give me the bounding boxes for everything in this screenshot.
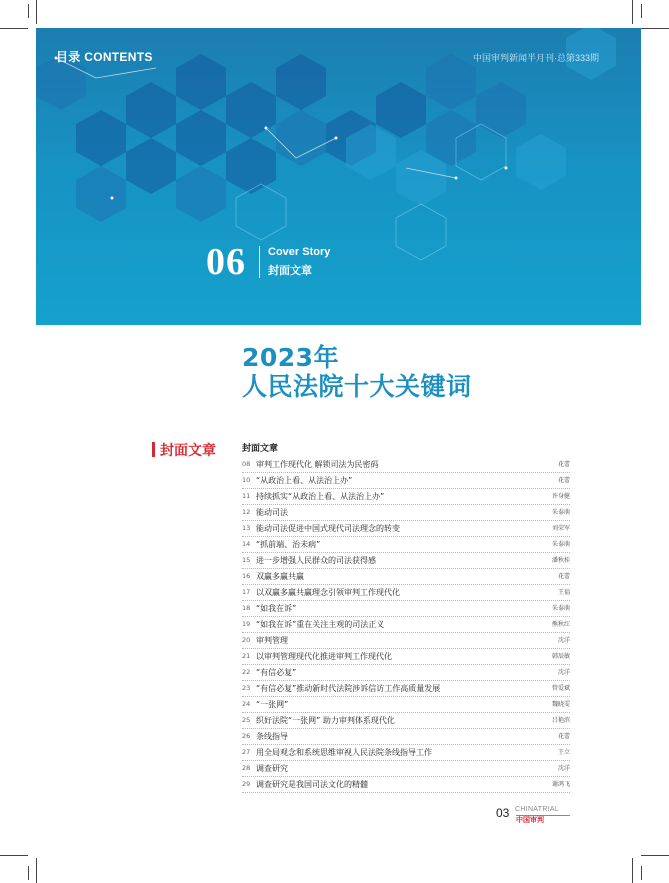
toc-entry[interactable] <box>242 489 570 505</box>
toc-entry-page: 24 <box>242 700 251 708</box>
crop-mark <box>641 4 642 18</box>
hexagon-pattern <box>36 28 641 325</box>
toc-entry-page: 21 <box>242 652 251 660</box>
toc-entry-page: 26 <box>242 732 251 740</box>
toc-heading: 封面文章 <box>242 444 279 454</box>
toc-entry[interactable] <box>242 457 570 473</box>
cover-banner <box>36 28 641 325</box>
toc-entry-author: 刘荣军 <box>551 525 570 532</box>
crop-mark <box>641 855 669 856</box>
toc-entry-title: 调查研究 <box>256 764 288 773</box>
section-title-en: Cover Story <box>268 246 331 258</box>
crop-mark <box>641 866 642 880</box>
toc-entry[interactable] <box>242 761 570 777</box>
toc-entry-page: 17 <box>242 588 251 596</box>
toc-entry-title: “如我在诉” <box>256 604 297 613</box>
toc-entry-author: 潘秋桂 <box>551 557 570 564</box>
toc-entry-title: 审判管理 <box>256 636 288 645</box>
toc-entry[interactable] <box>242 617 570 633</box>
toc-entry-author: 沈洋 <box>557 765 570 772</box>
toc-entry[interactable] <box>242 681 570 697</box>
crop-mark <box>28 4 29 18</box>
brand-logo: 中国审判 <box>516 816 544 824</box>
toc-entry-author: 沈洋 <box>557 637 570 644</box>
toc-entry-page: 10 <box>242 476 251 484</box>
toc-entry-title: 以审判管理现代化推进审判工作现代化 <box>256 652 392 661</box>
toc-entry-author: 王福 <box>557 589 570 596</box>
toc-entry-title: 进一步增强人民群众的司法获得感 <box>256 556 376 565</box>
toc-entry-author: 韩辰敏 <box>551 653 570 660</box>
toc-entry-author: 熊秋红 <box>551 621 570 628</box>
toc-entry-title: 条线指导 <box>256 732 288 741</box>
crop-mark <box>36 858 37 883</box>
toc-entry-title: 持续抓实“从政治上看、从法治上办” <box>256 492 385 501</box>
toc-entry-page: 18 <box>242 604 251 612</box>
toc-entry-author: 朱泰萌 <box>551 541 570 548</box>
toc-entry-title: “从政治上看、从法治上办” <box>256 476 353 485</box>
toc-entry[interactable] <box>242 713 570 729</box>
section-marker <box>152 442 155 457</box>
crop-mark <box>632 858 633 883</box>
toc-entry-page: 20 <box>242 636 251 644</box>
toc-entry[interactable] <box>242 473 570 489</box>
toc-list <box>242 457 570 793</box>
toc-entry-author: 朱泰萌 <box>551 509 570 516</box>
headline-line-2: 人民法院十大关键词 <box>242 372 472 401</box>
toc-entry[interactable] <box>242 585 570 601</box>
toc-entry-page: 29 <box>242 780 251 788</box>
toc-entry-page: 22 <box>242 668 251 676</box>
toc-entry-page: 08 <box>242 460 251 468</box>
toc-entry-author: 管爱斌 <box>551 685 570 692</box>
toc-entry[interactable] <box>242 537 570 553</box>
toc-entry[interactable] <box>242 697 570 713</box>
toc-entry-author: 沈洋 <box>557 669 570 676</box>
headline-line-1: 2023年 <box>242 343 340 372</box>
toc-entry-author: 谢鸿飞 <box>551 781 570 788</box>
toc-entry[interactable] <box>242 521 570 537</box>
toc-entry-page: 23 <box>242 684 251 692</box>
toc-entry[interactable] <box>242 745 570 761</box>
toc-entry-title: “抓前端、治未病” <box>256 540 321 549</box>
section-title-cn: 封面文章 <box>268 264 312 277</box>
toc-entry-title: 以双赢多赢共赢理念引领审判工作现代化 <box>256 588 400 597</box>
toc-entry-author: 花蕾 <box>557 573 570 580</box>
toc-entry[interactable] <box>242 633 570 649</box>
toc-entry-title: 双赢多赢共赢 <box>256 572 304 581</box>
toc-entry-author: 吕艳滨 <box>551 717 570 724</box>
crop-mark <box>632 0 633 24</box>
toc-entry-page: 19 <box>242 620 251 628</box>
page-number: 03 <box>496 806 510 820</box>
toc-entry-title: 织好法院“一张网” 助力审判体系现代化 <box>256 716 395 725</box>
toc-entry-title: “有信必复” <box>256 668 297 677</box>
toc-entry[interactable] <box>242 569 570 585</box>
toc-entry-title: “如我在诉”重在关注主观的司法正义 <box>256 620 385 629</box>
toc-entry-title: 用全局观念和系统思维审视人民法院条线指导工作 <box>256 748 432 757</box>
toc-entry-page: 13 <box>242 524 251 532</box>
toc-entry-page: 12 <box>242 508 251 516</box>
toc-entry-title: “一张网” <box>256 700 289 709</box>
crop-mark <box>0 855 28 856</box>
toc-entry[interactable] <box>242 729 570 745</box>
toc-entry-page: 27 <box>242 748 251 756</box>
toc-entry-page: 11 <box>242 492 251 500</box>
toc-entry-author: 魏晓雯 <box>551 701 570 708</box>
toc-entry-author: 花蕾 <box>557 733 570 740</box>
crop-mark <box>36 0 37 24</box>
toc-entry-author: 花蕾 <box>557 461 570 468</box>
toc-entry-page: 28 <box>242 764 251 772</box>
brand-name-en: CHINATRIAL <box>515 806 560 813</box>
toc-label: 目录 CONTENTS <box>56 50 153 64</box>
toc-entry-author: 朱泰萌 <box>551 605 570 612</box>
toc-entry-author: 花蕾 <box>557 477 570 484</box>
toc-entry-page: 15 <box>242 556 251 564</box>
headline <box>242 343 472 401</box>
toc-entry-title: 能动司法促进中国式现代司法理念的转变 <box>256 524 400 533</box>
toc-entry-title: 调查研究是我国司法文化的精髓 <box>256 780 368 789</box>
crop-mark <box>641 28 669 29</box>
toc-entry[interactable] <box>242 665 570 681</box>
toc-entry[interactable] <box>242 601 570 617</box>
section-number: 06 <box>206 241 246 283</box>
crop-mark <box>0 28 28 29</box>
toc-entry-author: 许身健 <box>551 493 570 500</box>
toc-entry-title: 能动司法 <box>256 508 288 517</box>
toc-entry-title: 审判工作现代化 解锁司法为民密码 <box>256 460 379 469</box>
toc-entry-page: 16 <box>242 572 251 580</box>
sidebar-section-label: 封面文章 <box>160 443 216 459</box>
toc-entry[interactable] <box>242 777 570 793</box>
issue-info: 中国审判新闻半月刊·总第333期 <box>472 53 599 63</box>
toc-entry[interactable] <box>242 553 570 569</box>
toc-entry-title: “有信必复”推动新时代法院涉诉信访工作高质量发展 <box>256 684 441 693</box>
toc-entry-page: 25 <box>242 716 251 724</box>
crop-mark <box>28 866 29 880</box>
toc-entry[interactable] <box>242 649 570 665</box>
toc-entry-page: 14 <box>242 540 251 548</box>
toc-entry[interactable] <box>242 505 570 521</box>
section-divider <box>259 246 260 278</box>
toc-entry-author: 王立 <box>557 749 570 756</box>
